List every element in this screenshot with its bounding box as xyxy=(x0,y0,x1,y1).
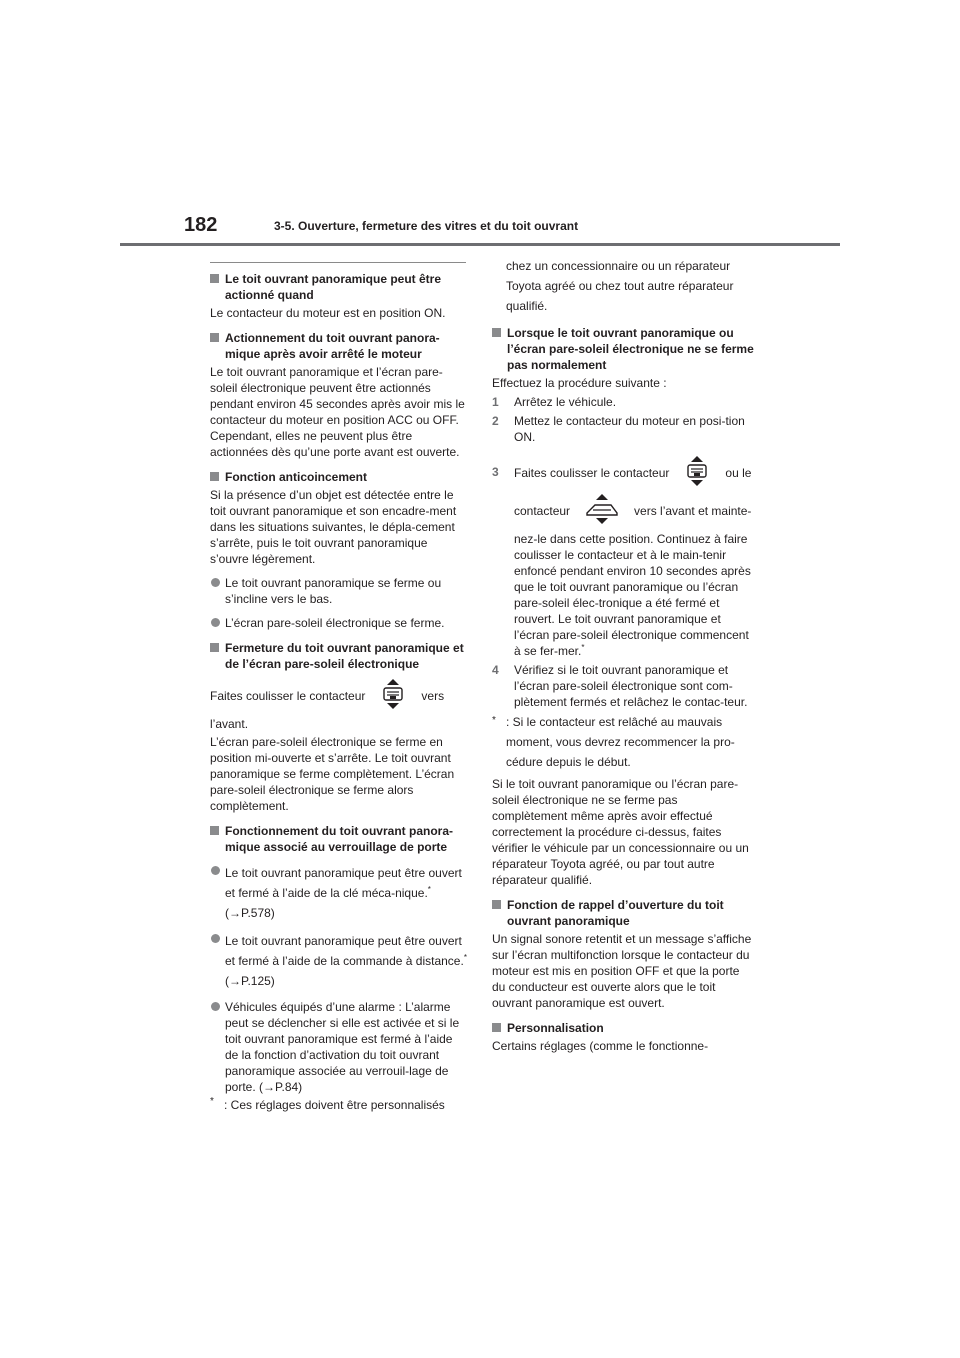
square-bullet-icon xyxy=(210,826,219,835)
footnote-mark: * xyxy=(463,953,467,962)
paragraph: Si la présence d’un objet est détectée entre le toit ouvrant panoramique et son encadre-ment dans les situations suivantes, le dépla-cement s’arrête, puis le toit ouvrant panoramique s’ouvre légèrement. xyxy=(210,488,457,566)
footnote-mark: * xyxy=(427,885,431,894)
heading-customization: Personnalisation xyxy=(492,1020,754,1036)
square-bullet-icon xyxy=(492,1023,501,1032)
footnote-mark: * xyxy=(581,643,585,652)
heading-closing: Fermeture du toit ouvrant panoramique et de l’écran pare-soleil électronique xyxy=(210,640,468,672)
paragraph: Certains réglages (comme le fonctionne- xyxy=(492,1039,709,1053)
square-bullet-icon xyxy=(492,328,501,337)
step-item: 4 Vérifiez si le toit ouvrant panoramique et l’écran pare-soleil électronique sont com-plètement fermés et relâchez le contac-teur. xyxy=(492,663,748,709)
square-bullet-icon xyxy=(210,643,219,652)
sunshade-slide-switch-icon xyxy=(683,455,711,491)
paragraph: Effectuez la procédure suivante : xyxy=(492,376,667,390)
heading-door-lock-link: Fonctionnement du toit ouvrant panora-mique associé au verrouillage de porte xyxy=(210,823,468,855)
paragraph: Le toit ouvrant panoramique et l’écran pare-soleil électronique peuvent être actionnés pendant environ 45 secondes après avoir mis le contacteur du moteur en position ACC ou OFF. Cependant, elles ne peuvent plus être actionnées dès qu’une porte avant est ouverte. xyxy=(210,365,465,459)
paragraph: Le contacteur du moteur est en position ON. xyxy=(210,306,446,320)
list-item: L’écran pare-soleil électronique se ferme. xyxy=(210,615,468,631)
column-top-rule xyxy=(210,262,466,263)
list-item: Véhicules équipés d’une alarme : L’alarme peut se déclencher si elle est activée et si le toit ouvrant panoramique est fermé à l’aide de la fonction d’activation du toit ouvrant panoramique associée au verrouil-lage de porte. (→P.84) xyxy=(210,999,468,1095)
paragraph: l’avant. xyxy=(210,717,249,731)
heading-not-closing: Lorsque le toit ouvrant panoramique ou l’écran pare-soleil électronique ne se ferme pas normalement xyxy=(492,325,754,373)
square-bullet-icon xyxy=(210,333,219,342)
footnote: * : Si le contacteur est relâché au mauvais moment, vous devrez recommencer la pro-cédure depuis le début. xyxy=(492,715,735,769)
section-title: 3-5. Ouverture, fermeture des vitres et du toit ouvrant xyxy=(274,219,579,233)
paragraph: L’écran pare-soleil électronique se ferme en position mi-ouverte et s’arrête. Le toit ouvrant panoramique se ferme complètement. L’écran pare-soleil électronique se ferme alors complètement. xyxy=(210,735,455,813)
sunshade-slide-switch-icon xyxy=(379,678,407,714)
list-item: Le toit ouvrant panoramique peut être ouvert et fermé à l’aide de la clé méca-nique.* (→P.578) xyxy=(210,863,468,923)
left-column xyxy=(210,262,468,1113)
round-bullet-icon xyxy=(211,618,220,627)
page-number: 182 xyxy=(184,214,218,236)
header-rule xyxy=(120,243,840,246)
round-bullet-icon xyxy=(211,934,220,943)
round-bullet-icon xyxy=(211,578,220,587)
square-bullet-icon xyxy=(210,274,219,283)
page-reference-link[interactable]: (→P.125) xyxy=(225,974,275,988)
heading-anti-pinch: Fonction anticoincement xyxy=(210,469,468,485)
right-column xyxy=(492,259,754,1054)
list-item: Le toit ouvrant panoramique peut être ouvert et fermé à l’aide de la commande à distance.* (→P.125) xyxy=(210,931,468,991)
paragraph: Un signal sonore retentit et un message s’affiche sur l’écran multifonction lorsque le contacteur du moteur est mis en position OFF et que la porte du conducteur est ouverte alors que le toit ouvrant panoramique est ouvert. xyxy=(492,932,752,1010)
page-reference-link[interactable]: (→P.578) xyxy=(225,906,275,920)
step-item: 1 Arrêtez le véhicule. xyxy=(492,395,617,409)
heading-after-engine-stop: Actionnement du toit ouvrant panora-mique après avoir arrêté le moteur xyxy=(210,330,468,362)
heading-operable-when: Le toit ouvrant panoramique peut être actionné quand xyxy=(210,271,468,303)
footnote: * : Ces réglages doivent être personnalisés xyxy=(210,1096,445,1112)
round-bullet-icon xyxy=(211,866,220,875)
step-item: 2 Mettez le contacteur du moteur en posi-tion ON. xyxy=(492,414,745,444)
square-bullet-icon xyxy=(492,900,501,909)
paragraph: Si le toit ouvrant panoramique ou l’écran pare-soleil électronique ne se ferme pas complètement même après avoir effectué correctement la procédure ci-dessus, faites vérifier le véhicule par un concessionnaire ou un réparateur Toyota agréé, ou par tout autre réparateur qualifié. xyxy=(492,777,749,887)
step-item: 3 Faites coulisser le contacteur ou le contacteur vers l’avant et mainte- nez-le dans cette position. Continuez à faire coulisser le contacteur et à le main-tenir enfoncé pendant environ 10 secondes après que le toit ouvrant panoramique ou l’écran pare-soleil élec-tronique a été fermé et rouvert. Le toit ouvrant panoramique et l’écran pare-soleil électronique commencent à se fer-mer.* xyxy=(492,455,754,659)
list-item: Le toit ouvrant panoramique se ferme ou s’incline vers le bas. xyxy=(210,575,468,607)
roof-tilt-switch-icon xyxy=(584,493,620,529)
paragraph-continued: chez un concessionnaire ou un réparateur Toyota agréé ou chez tout autre réparateur qualifié. xyxy=(506,259,734,313)
page-reference-link[interactable]: (→P.84) xyxy=(259,1080,303,1094)
square-bullet-icon xyxy=(210,472,219,481)
heading-open-reminder: Fonction de rappel d’ouverture du toit ouvrant panoramique xyxy=(492,897,754,929)
round-bullet-icon xyxy=(211,1002,220,1011)
paragraph-with-icon: Faites coulisser le contacteur vers xyxy=(210,678,468,714)
